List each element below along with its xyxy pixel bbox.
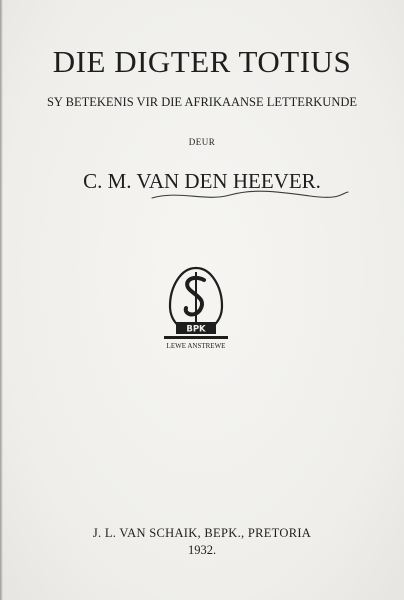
author-name: C. M. VAN DEN HEEVER. — [83, 169, 321, 193]
page-edge-shadow — [0, 0, 3, 600]
publisher-name: J. L. VAN SCHAIK, BEPK., PRETORIA — [92, 526, 312, 540]
byline-label: DEUR — [188, 137, 216, 147]
publisher-mark-motto: LEWE ANSTREWE — [166, 342, 226, 350]
publication-year: 1932. — [187, 543, 217, 557]
book-subtitle: SY BETEKENIS VIR DIE AFRIKAANSE LETTERKUNDE — [46, 95, 358, 109]
book-title: DIE DIGTER TOTIUS — [52, 44, 352, 79]
publisher-mark — [160, 262, 232, 352]
publisher-mark-initials: BPK — [186, 324, 206, 335]
signature-underline — [150, 186, 350, 202]
